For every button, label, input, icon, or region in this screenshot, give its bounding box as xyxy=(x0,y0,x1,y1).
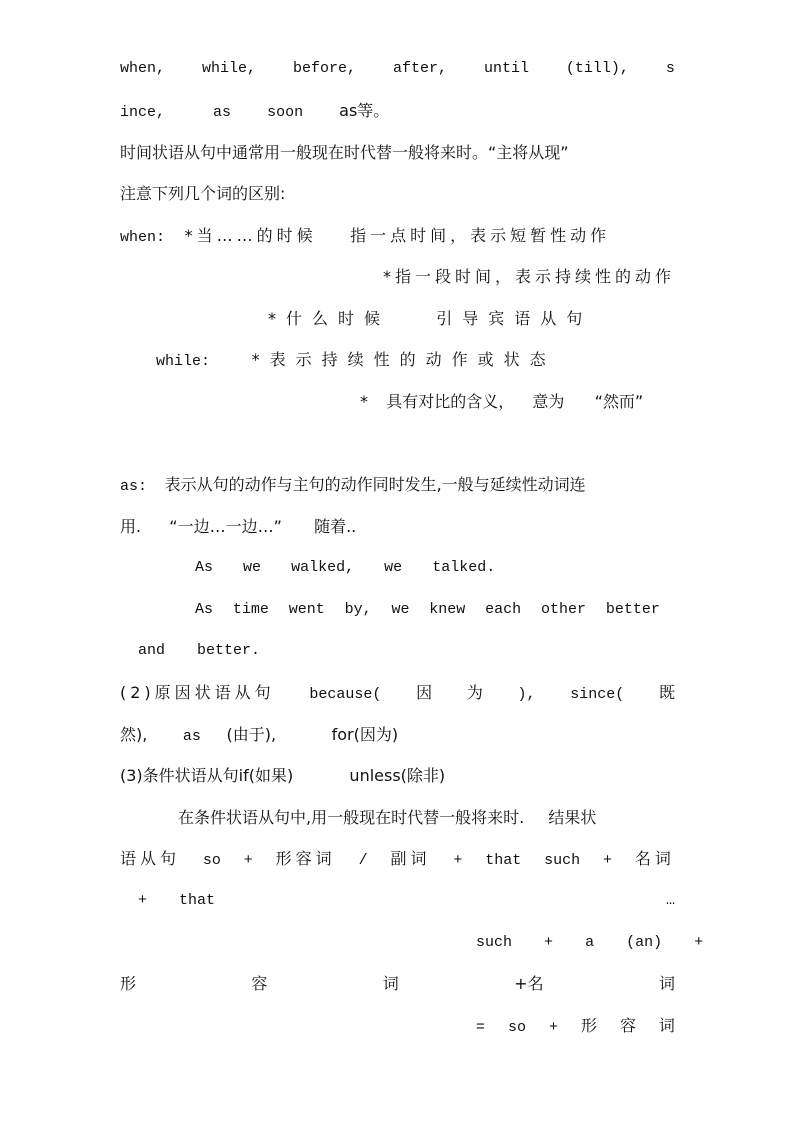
word: time xyxy=(232,601,269,618)
word: 语从句 xyxy=(120,849,181,868)
word: As xyxy=(195,601,214,618)
reason-clause-line-2 xyxy=(120,720,675,750)
word: went xyxy=(288,601,325,618)
word: and xyxy=(138,642,166,659)
word: 结果状 xyxy=(548,808,597,827)
word: 在条件状语从句中,用一般现在时代替一般将来时. xyxy=(178,808,525,827)
word: while, xyxy=(201,60,256,77)
conjunction-list-line-2 xyxy=(120,96,675,126)
word: we xyxy=(384,559,403,576)
word: talked. xyxy=(432,559,496,576)
word: walked, xyxy=(291,559,355,576)
word: 容 xyxy=(619,1016,636,1035)
definition: 引导宾语从句 xyxy=(436,309,593,328)
reason-clause-line xyxy=(120,678,675,708)
while-definition-line xyxy=(156,345,675,375)
word: other xyxy=(541,601,587,618)
when-definition-line xyxy=(120,221,675,251)
word: (till), xyxy=(565,60,629,77)
definition: 指一点时间，表示短暂性动作 xyxy=(350,226,611,245)
word: so xyxy=(507,1019,526,1036)
word: (2)原因状语从句 xyxy=(120,683,275,702)
result-clause-line-3 xyxy=(476,928,704,958)
term-when: when: xyxy=(120,229,166,246)
result-clause-line-5 xyxy=(476,1011,675,1041)
word: “一边…一边…” xyxy=(169,517,282,536)
definition-line xyxy=(268,304,675,334)
definition: “然而” xyxy=(594,392,644,411)
word: + xyxy=(544,934,554,951)
word: 形容词 xyxy=(275,849,336,868)
word: such xyxy=(544,852,581,869)
word: (an) xyxy=(626,934,663,951)
example-sentence xyxy=(195,595,660,625)
result-clause-line-4 xyxy=(120,969,675,999)
bullet: * xyxy=(360,392,368,411)
word: = xyxy=(476,1019,486,1036)
word: as xyxy=(213,104,232,121)
word: + xyxy=(548,1019,558,1036)
word: since( xyxy=(570,686,625,703)
word: (由于), xyxy=(226,725,277,744)
word: soon xyxy=(267,104,304,121)
word: + xyxy=(453,852,463,869)
word: 用. xyxy=(120,517,142,536)
definition-line: *指一段时间，表示持续性的动作 xyxy=(382,267,675,286)
word: 名词 xyxy=(634,849,675,868)
word: +名 xyxy=(514,974,544,993)
word: 为 xyxy=(466,683,483,702)
word: (3)条件状语从句if(如果) xyxy=(120,766,294,785)
word: such xyxy=(476,934,513,951)
definition: 意为 xyxy=(532,392,565,411)
definition-line xyxy=(360,387,675,417)
word: knew xyxy=(429,601,466,618)
word: 词 xyxy=(658,1016,675,1035)
condition-rule-line xyxy=(178,803,675,833)
word: 形 xyxy=(580,1016,597,1035)
word: 既 xyxy=(658,683,675,702)
word: + xyxy=(138,892,148,909)
word: so xyxy=(202,852,221,869)
word: for(因为) xyxy=(331,725,399,744)
word: 词 xyxy=(382,974,399,993)
word: better xyxy=(605,601,660,618)
word: that xyxy=(179,892,216,909)
word: because( xyxy=(309,686,382,703)
word: unless(除非) xyxy=(349,766,446,785)
word: + xyxy=(694,934,704,951)
word: as xyxy=(182,728,201,745)
ellipsis: … xyxy=(665,892,675,909)
term-while: while: xyxy=(156,353,211,370)
word: 容 xyxy=(251,974,268,993)
word: ince, xyxy=(120,104,166,121)
as-definition-line-2 xyxy=(120,512,675,542)
word: as等。 xyxy=(339,101,390,120)
example-sentence xyxy=(195,553,675,583)
definition: *当……的时候 xyxy=(184,226,317,245)
word: + xyxy=(243,852,253,869)
as-definition-line xyxy=(120,470,675,500)
word: 因 xyxy=(416,683,433,702)
result-clause-line xyxy=(120,844,675,874)
result-clause-line-2 xyxy=(138,886,675,916)
word: we xyxy=(243,559,262,576)
word: 随着.. xyxy=(314,517,357,536)
section-heading: 注意下列几个词的区别: xyxy=(120,184,286,203)
word: / xyxy=(358,852,368,869)
word: 然), xyxy=(120,725,148,744)
word: until xyxy=(483,60,529,77)
condition-clause-line xyxy=(120,761,675,791)
word: s xyxy=(665,60,675,77)
word: + xyxy=(603,852,613,869)
term-as: as: xyxy=(120,478,148,495)
definition: 具有对比的含义， xyxy=(386,392,515,411)
word: by, xyxy=(344,601,372,618)
word: As xyxy=(195,559,214,576)
example-sentence-continued xyxy=(138,636,675,666)
word: 副词 xyxy=(390,849,431,868)
word: a xyxy=(585,934,595,951)
definition: *什么时候 xyxy=(268,309,391,328)
conjunction-list-line xyxy=(120,54,675,84)
word: 词 xyxy=(658,974,675,993)
word: better. xyxy=(197,642,261,659)
word: that xyxy=(485,852,522,869)
rule-text: 时间状语从句中通常用一般现在时代替一般将来时。“主将从现” xyxy=(120,143,569,162)
word: when, xyxy=(120,60,166,77)
definition: *表示持续性的动作或状态 xyxy=(251,350,556,369)
word: before, xyxy=(292,60,356,77)
word: ), xyxy=(517,686,536,703)
word: we xyxy=(391,601,410,618)
word: each xyxy=(485,601,522,618)
word: after, xyxy=(392,60,447,77)
word: 形 xyxy=(120,974,137,993)
definition: 表示从句的动作与主句的动作同时发生,一般与延续性动词连 xyxy=(164,475,586,494)
